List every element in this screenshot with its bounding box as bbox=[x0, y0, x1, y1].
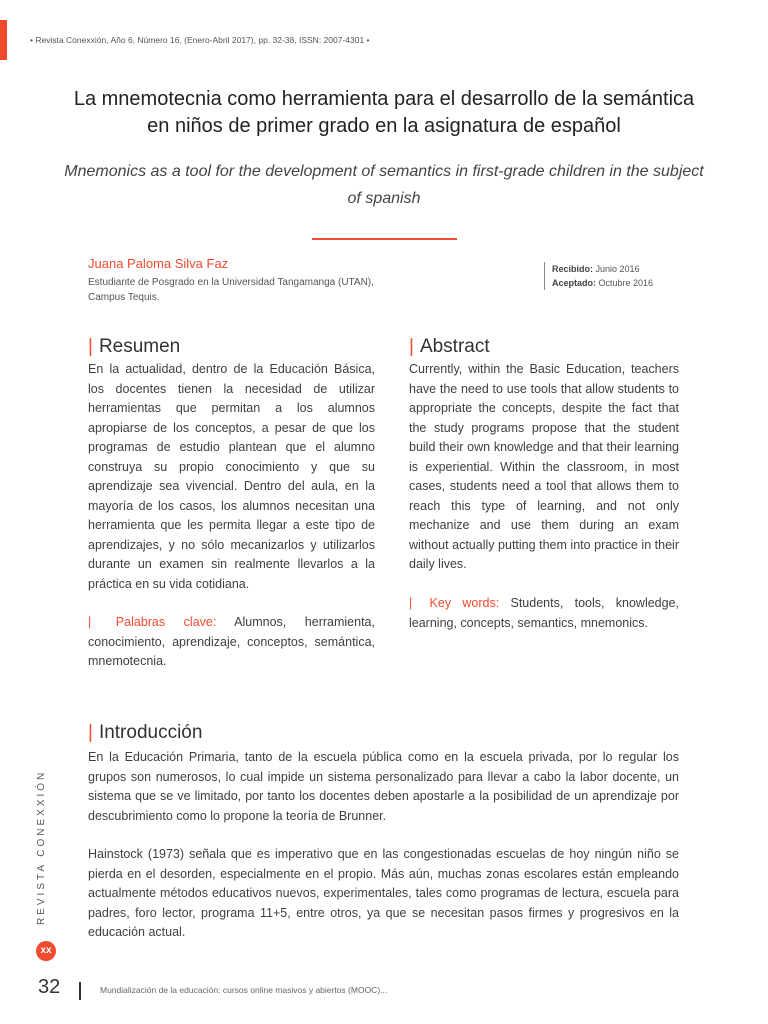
abstract-body: Currently, within the Basic Education, teachers have the need to use tools that allow students to appropriate the concepts, despite the fact that the study programs propose that the student build their own knowledge and that their learning is experiential. Within the classroom, in most cases, students need a tool that allows them to reach this type of learning, and not only mechanize and use them during an exam without actually putting them into practice in their daily lives. bbox=[409, 362, 679, 571]
abstract-heading-text: Abstract bbox=[419, 336, 490, 357]
received-label: Recibido: bbox=[552, 264, 594, 274]
introduccion-paragraph-1: En la Educación Primaria, tanto de la escuela pública como en la escuela privada, por lo regular los grupos son numerosos, lo cual impide un sistema personalizado para llevar a cabo la labor docente, un sistema que se ve limitado, por tanto los docentes deben apostarle a la posibilidad de un aprendizaje por descubrimiento como lo propone la teoría de Brunner. bbox=[88, 750, 679, 823]
journal-vertical-label: REVISTA CONEXXIÓN bbox=[36, 769, 47, 925]
accepted-value: Octubre 2016 bbox=[598, 278, 654, 288]
abstract-keywords-label: Key words: bbox=[429, 596, 500, 610]
introduccion-heading: | Introducción bbox=[88, 722, 203, 743]
received-value: Junio 2016 bbox=[595, 264, 640, 274]
journal-citation: • Revista Conexxión, Año 6, Número 16, (Enero-Abril 2017), pp. 32-38, ISSN: 2007-4301 • bbox=[30, 35, 370, 45]
title-divider bbox=[312, 238, 457, 240]
resumen-body: En la actualidad, dentro de la Educación Básica, los docentes tienen la necesidad de utilizar herramientas que permitan a los alumnos apropiarse de los conceptos, a pesar de que los programas de estudio plantean que el alumno construya su propio conocimiento y que su aprendizaje sea vivencial. Dentro del aula, en la mayoría de los casos, los alumnos necesitan una herramienta que les permita llegar a este tipo de aprendizajes, y no sólo mecanizarlos y utilizarlos durante un examen sin realmente llevarlos a la práctica en su vida cotidiana. bbox=[88, 362, 375, 591]
abstract-keywords-text: Students, tools, knowledge, learning, concepts, semantics, mnemonics. bbox=[409, 596, 679, 630]
author-name: Juana Paloma Silva Faz bbox=[88, 256, 229, 271]
page-number: 32 bbox=[38, 976, 61, 998]
introduccion-heading-text: Introducción bbox=[98, 722, 203, 743]
footer-running-title: Mundialización de la educación: cursos online masivos y abiertos (MOOC)... bbox=[100, 985, 388, 995]
footer-divider bbox=[79, 982, 81, 1000]
resumen-heading-text: Resumen bbox=[98, 336, 181, 357]
author-affiliation: Estudiante de Posgrado en la Universidad Tangamanga (UTAN), Campus Tequis. bbox=[88, 277, 374, 303]
article-title: La mnemotecnia como herramienta para el desarrollo de la semántica en niños de primer grado en la asignatura de español bbox=[73, 88, 695, 137]
submission-dates bbox=[544, 262, 653, 290]
resumen-heading: | Resumen bbox=[88, 336, 181, 357]
accepted-label: Aceptado: bbox=[552, 278, 597, 288]
abstract-keywords: | Key words: Students, tools, knowledge, learning, concepts, semantics, mnemonics. bbox=[409, 596, 679, 630]
journal-logo-icon: xx bbox=[36, 941, 56, 961]
resumen-keywords-label: Palabras clave: bbox=[115, 615, 217, 629]
abstract-heading: | Abstract bbox=[409, 336, 490, 357]
article-title-english: Mnemonics as a tool for the development of semantics in first-grade children in the subject of spanish bbox=[64, 163, 704, 207]
header-accent-bar bbox=[0, 20, 7, 60]
resumen-keywords: | Palabras clave: Alumnos, herramienta, conocimiento, aprendizaje, conceptos, semántica, mnemotecnia. bbox=[88, 615, 375, 668]
introduccion-paragraph-2: Hainstock (1973) señala que es imperativo que en las congestionadas escuelas de hoy ningún niño se pierda en el desorden, especialmente en el propio. Más aún, muchas zonas escolares están empleando actualmente métodos educativos nuevos, experimentales, tales como programas de lectura, escuela para padres, foro lector, programa 11+5, entre otros, ya que se necesitan pasos firmes y progresivos en la educación actual. bbox=[88, 847, 679, 939]
resumen-keywords-text: Alumnos, herramienta, conocimiento, aprendizaje, conceptos, semántica, mnemotecnia. bbox=[88, 615, 375, 668]
